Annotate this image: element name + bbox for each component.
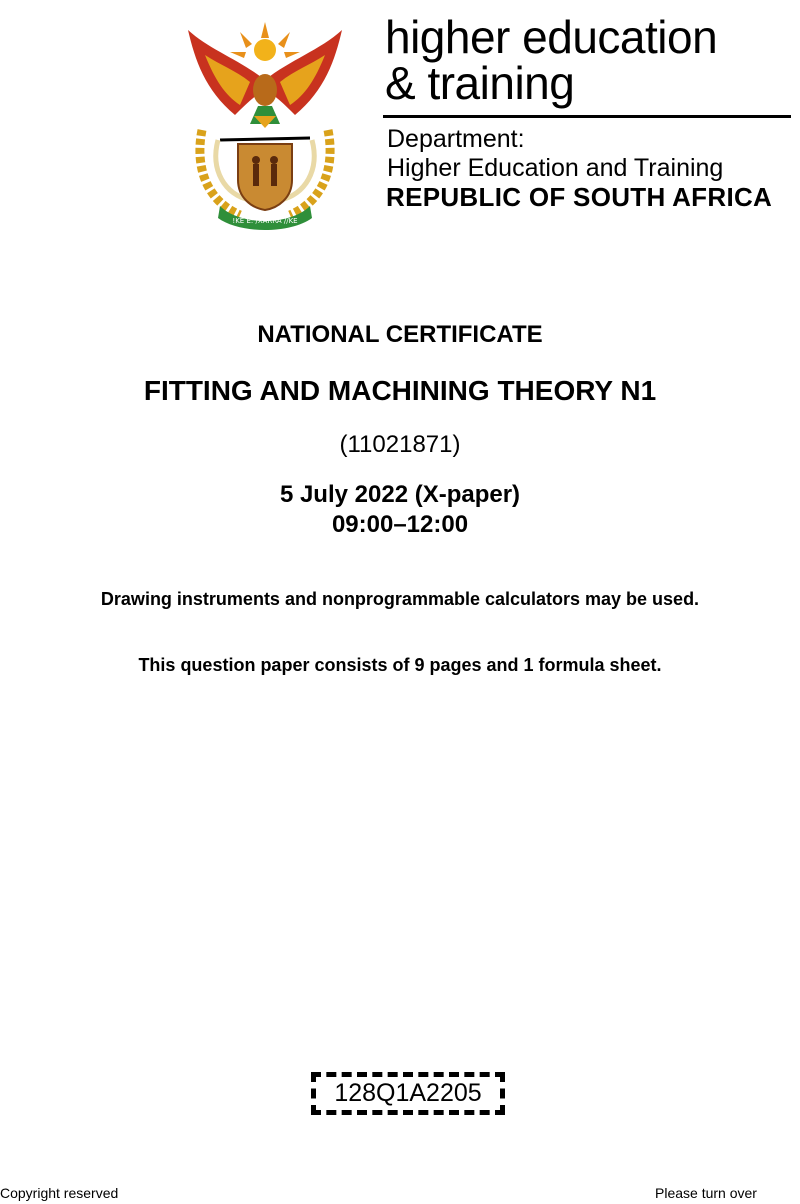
footer-turn-over: Please turn over [655,1185,757,1201]
country-name: REPUBLIC OF SOUTH AFRICA [386,182,773,212]
brand-title [385,11,718,109]
certificate-title: NATIONAL CERTIFICATE [257,321,543,348]
brand-line2: & training [385,57,575,109]
department-name: Higher Education and Training [387,154,724,182]
subject-code: (11021871) [339,431,461,458]
brand-divider [383,115,791,118]
exam-time: 09:00–12:00 [331,511,469,538]
exam-date: 5 July 2022 (X-paper) [279,481,521,508]
page-count-note: This question paper consists of 9 pages and 1 formula sheet. [138,655,662,675]
subject-title: FITTING AND MACHINING THEORY N1 [143,375,657,406]
footer-copyright: Copyright reserved [0,1185,119,1201]
department-label: Department: [387,125,525,153]
paper-code: 128Q1A2205 [311,1072,505,1115]
sun-icon [230,22,300,61]
svg-text:!KE E: /XARRA //KE: !KE E: /XARRA //KE [232,217,298,225]
brand-line1: higher education [385,11,718,63]
coat-of-arms-icon [180,20,350,230]
instructions: Drawing instruments and nonprogrammable calculators may be used. [100,589,700,609]
